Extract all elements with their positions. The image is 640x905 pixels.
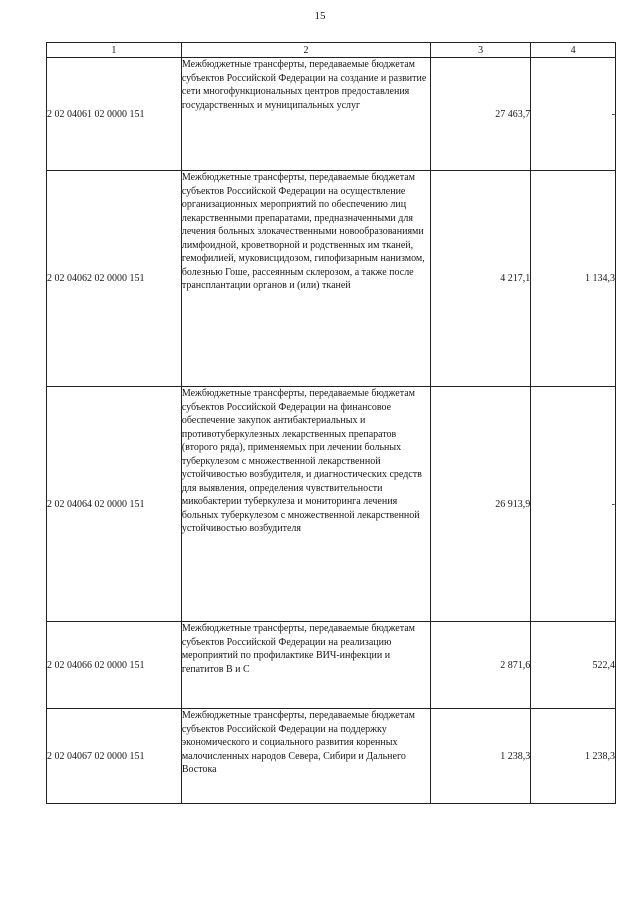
column-header-2: 2 bbox=[181, 43, 430, 58]
budget-table bbox=[46, 42, 616, 804]
row-description: Межбюджетные трансферты, передаваемые бюджетам субъектов Российской Федерации на поддержку экономического и социального развития коренных малочисленных народов Севера, Сибири и Дальнего Востока bbox=[181, 709, 430, 804]
column-header-4: 4 bbox=[531, 43, 616, 58]
table-header-row bbox=[47, 43, 616, 58]
page-number: 15 bbox=[314, 10, 326, 22]
column-header-1: 1 bbox=[47, 43, 182, 58]
row-description: Межбюджетные трансферты, передаваемые бюджетам субъектов Российской Федерации на осуществление организационных мероприятий по обеспечению лиц лекарственными препаратами, предназначенными для лечения больных злокачественными новообразованиями лимфоидной, кроветворной и родственных им тканей, гемофилией, муковисцидозом, гипофизарным нанизмом, болезнью Гоше, рассеянным склерозом, а также после трансплантации органов и (или) тканей bbox=[181, 171, 430, 387]
budget-code: 2 02 04067 02 0000 151 bbox=[47, 709, 182, 804]
budget-code: 2 02 04062 02 0000 151 bbox=[47, 171, 182, 387]
amount-col3: 4 217,1 bbox=[431, 171, 531, 387]
amount-col4: - bbox=[531, 387, 616, 622]
row-description: Межбюджетные трансферты, передаваемые бюджетам субъектов Российской Федерации на финансовое обеспечение закупок антибактериальных и противотуберкулезных лекарственных препаратов (второго ряда), применяемых при лечении больных туберкулезом с множественной лекарственной устойчивостью возбудителя, и диагностических средств для выявления, определения чувствительности микобактерии туберкулеза и мониторинга лечения больных туберкулезом с множественной лекарственной устойчивостью возбудителя bbox=[181, 387, 430, 622]
table-row bbox=[47, 622, 616, 709]
row-description: Межбюджетные трансферты, передаваемые бюджетам субъектов Российской Федерации на создание и развитие сети многофункциональных центров предоставления государственных и муниципальных услуг bbox=[181, 58, 430, 171]
table-row bbox=[47, 709, 616, 804]
amount-col3: 1 238,3 bbox=[431, 709, 531, 804]
amount-col3: 26 913,9 bbox=[431, 387, 531, 622]
table-row bbox=[47, 387, 616, 622]
table-row bbox=[47, 171, 616, 387]
amount-col3: 27 463,7 bbox=[431, 58, 531, 171]
column-header-3: 3 bbox=[431, 43, 531, 58]
table-row bbox=[47, 58, 616, 171]
budget-code: 2 02 04066 02 0000 151 bbox=[47, 622, 182, 709]
amount-col4: 522,4 bbox=[531, 622, 616, 709]
budget-code: 2 02 04064 02 0000 151 bbox=[47, 387, 182, 622]
amount-col3: 2 871,6 bbox=[431, 622, 531, 709]
amount-col4: - bbox=[531, 58, 616, 171]
row-description: Межбюджетные трансферты, передаваемые бюджетам субъектов Российской Федерации на реализацию мероприятий по профилактике ВИЧ-инфекции и гепатитов В и С bbox=[181, 622, 430, 709]
budget-code: 2 02 04061 02 0000 151 bbox=[47, 58, 182, 171]
amount-col4: 1 238,3 bbox=[531, 709, 616, 804]
amount-col4: 1 134,3 bbox=[531, 171, 616, 387]
